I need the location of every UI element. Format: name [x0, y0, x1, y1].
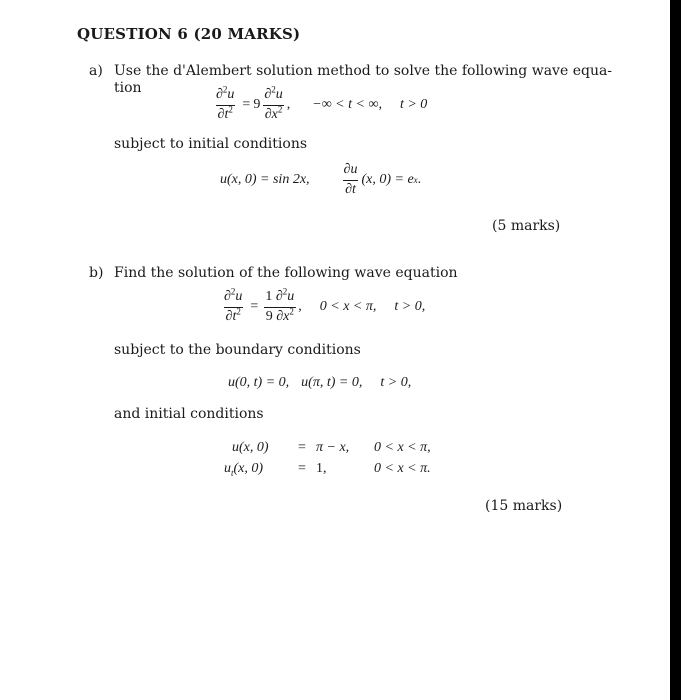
part-b-bc2: u(π, t) = 0, — [301, 375, 363, 390]
right-edge-bar — [670, 0, 681, 700]
part-b-wave-equation: $\frac{\partial^2u}{\partial t^2}$ = $\frac{1 \partial^2u}{9 \partial x^2}$ , 0 < x < π, t > 0, — [224, 286, 426, 324]
part-b-rhs-fraction: $\frac{1 \partial^2u}{9 \partial x^2}$ — [265, 286, 295, 324]
part-a-text-line1: Use the d'Alembert solution method to solve the following wave equa- — [114, 63, 613, 79]
part-b-ic1-rhs: π − x, — [316, 440, 350, 455]
part-b-lhs-fraction: $\frac{\partial^2u}{\partial t^2}$ — [224, 286, 243, 324]
part-a-rhs-fraction: $\frac{\partial^2u}{\partial x^2}$ — [264, 84, 283, 122]
part-a-ic2-fraction: $\frac{\partial u}{\partial t}$ — [343, 162, 358, 197]
part-a-wave-equation: $\frac{\partial^2u}{\partial t^2}$ = 9 $\frac{\partial^2u}{\partial x^2}$ , −∞ < t < ∞, t > 0 — [216, 84, 428, 122]
part-b-boundary-conditions — [228, 375, 411, 391]
part-a-subject-text: subject to initial conditions — [114, 136, 308, 152]
part-a-ic2-rhs: (x, 0) = e — [361, 172, 414, 188]
part-b-bc1: u(0, t) = 0, — [228, 375, 290, 390]
part-b-ic2-lhs: $u_t(x$, 0) — [224, 461, 264, 478]
part-b-subject-text: subject to the boundary conditions — [114, 342, 361, 358]
part-a-text-line2: tion — [114, 80, 142, 96]
part-a-label: a) — [89, 63, 103, 79]
part-b-time: t > 0, — [394, 299, 426, 315]
part-b-bc-time: t > 0, — [380, 375, 412, 390]
part-a-time: t > 0 — [399, 97, 428, 113]
part-b-ic2-rhs: 1, — [316, 461, 327, 476]
part-b-label: b) — [89, 265, 104, 281]
part-a-ic1: u(x, 0) = sin 2x, — [220, 172, 310, 188]
part-a-initial-conditions: u(x, 0) = sin 2x, $\frac{\partial u}{\partial t}$ (x, 0) = e x . — [220, 162, 422, 197]
part-b-text: Find the solution of the following wave equation — [114, 265, 458, 281]
part-b-marks: (15 marks) — [485, 498, 563, 514]
question-title: QUESTION 6 (20 MARKS) — [77, 25, 301, 43]
part-b-ic2-domain: 0 < x < π. — [374, 461, 431, 476]
part-b-ic1-row: u(x, 0) = π − x, 0 < x < π, — [232, 440, 431, 455]
part-a-marks: (5 marks) — [492, 218, 561, 234]
part-b-ic2-row: $u_t(x$, 0) = 1, 0 < x < π. — [224, 461, 431, 478]
part-b-ic1-domain: 0 < x < π, — [374, 440, 431, 455]
part-a-lhs-fraction: $\frac{\partial^2u}{\partial t^2}$ — [216, 84, 235, 122]
part-a-domain: −∞ < t < ∞, — [312, 97, 382, 113]
part-b-initial-text: and initial conditions — [114, 406, 264, 422]
part-b-ic1-lhs: u(x, 0) — [232, 440, 269, 455]
part-b-domain: 0 < x < π, — [319, 299, 377, 315]
